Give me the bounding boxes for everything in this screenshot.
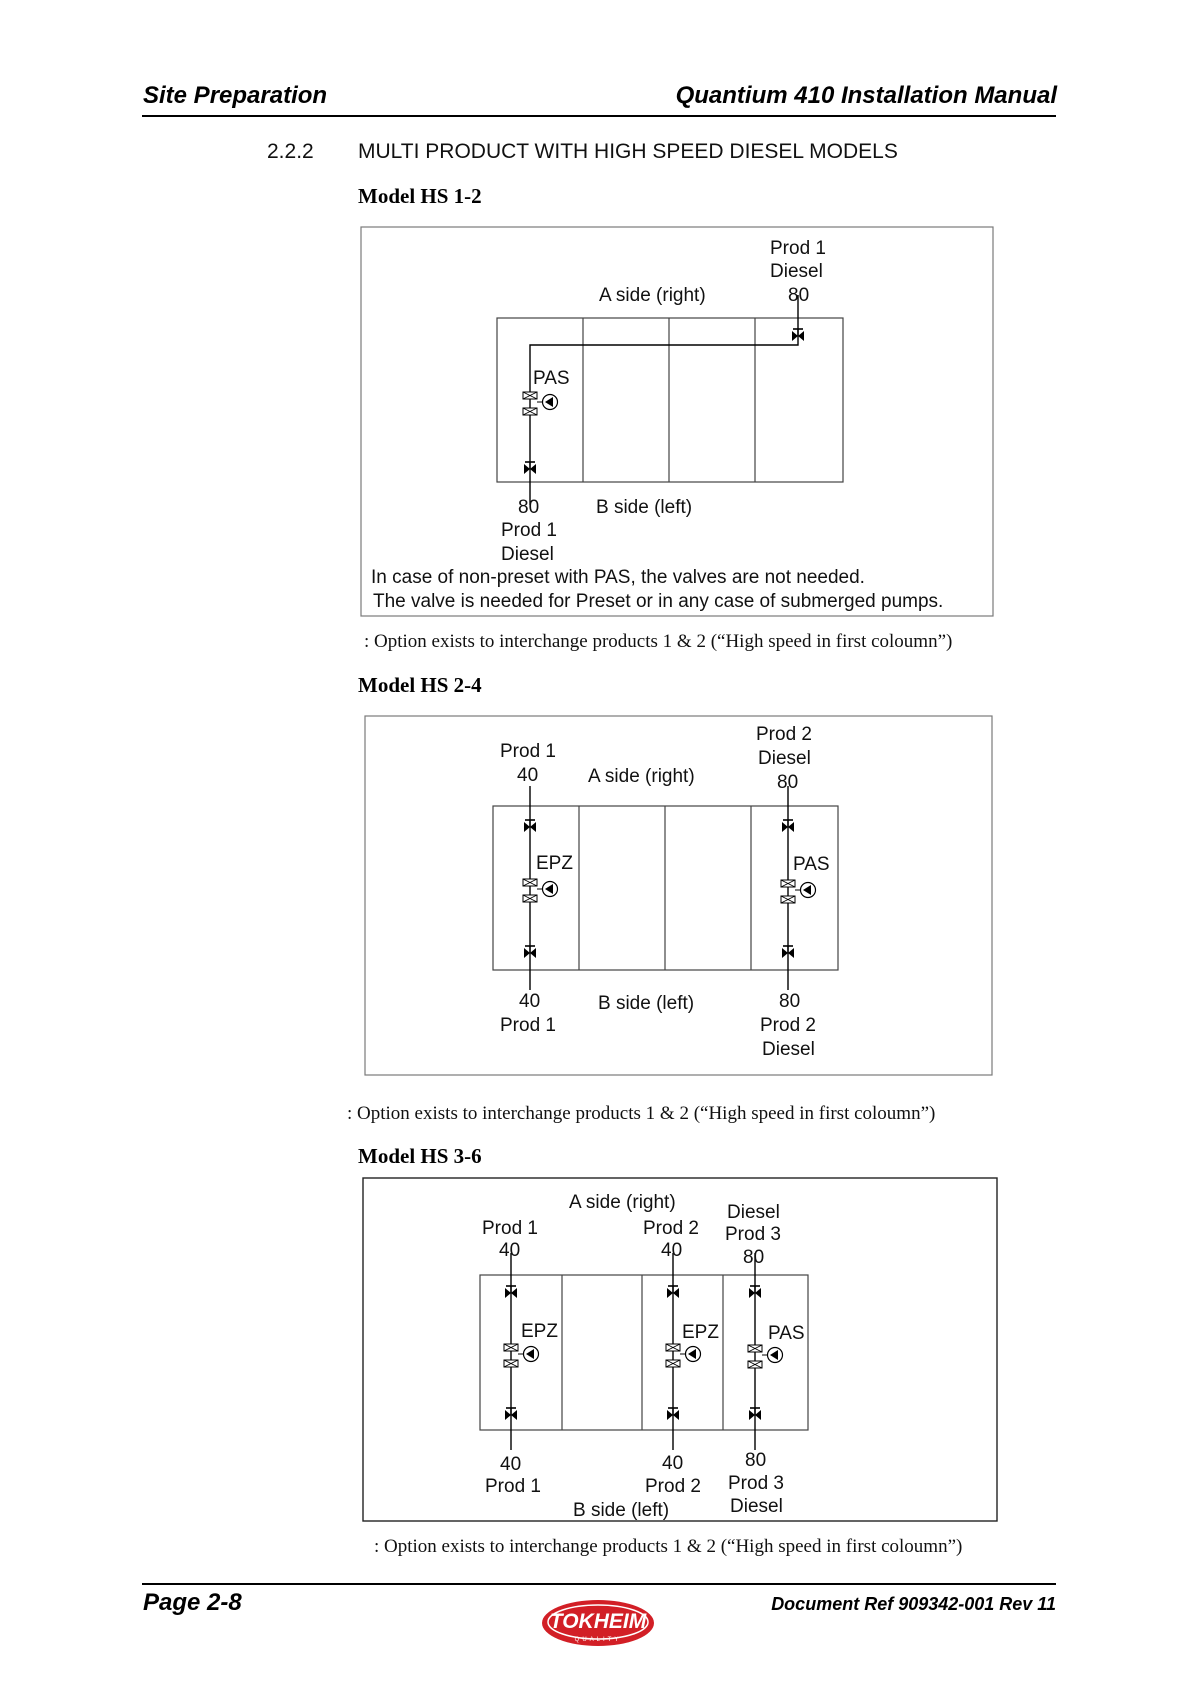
label-top-right-prod: Prod 2 — [756, 724, 812, 745]
label-top-p1-prod: Prod 1 — [482, 1218, 538, 1239]
label-bottom-p3-prod: Prod 3 — [728, 1473, 784, 1494]
label-a-side: A side (right) — [588, 766, 695, 787]
model-title-hs-2-4: Model HS 2-4 — [358, 673, 482, 697]
document-ref: Document Ref 909342-001 Rev 11 — [771, 1594, 1056, 1614]
label-top-right-diesel: Diesel — [758, 748, 811, 769]
label-b-side: B side (left) — [573, 1500, 670, 1521]
label-bottom-left-prod: Prod 1 — [500, 1015, 556, 1036]
label-top-p3-prod: Prod 3 — [725, 1224, 781, 1245]
header-left: Site Preparation — [143, 82, 328, 109]
label-top-right-num: 80 — [777, 772, 799, 793]
section-number: 2.2.2 — [267, 140, 314, 163]
note-line-2: The valve is needed for Preset or in any case of submerged pumps. — [373, 591, 944, 612]
label-a-side: A side (right) — [569, 1192, 676, 1213]
label-b-side: B side (left) — [596, 497, 693, 518]
label-bottom-p2-prod: Prod 2 — [645, 1476, 701, 1497]
caption-hs-2-4: : Option exists to interchange products 1 & 2 (“High speed in first coloumn”) — [347, 1103, 936, 1124]
label-top-diesel: Diesel — [770, 261, 823, 282]
logo-sub: QUALITY — [574, 1637, 622, 1643]
section-title: MULTI PRODUCT WITH HIGH SPEED DIESEL MODELS — [358, 140, 898, 163]
label-pas: PAS — [793, 854, 830, 875]
label-top-p3-num: 80 — [743, 1247, 765, 1268]
label-top-p1-num: 40 — [499, 1240, 521, 1261]
label-top-left-num: 40 — [517, 765, 539, 786]
label-a-side: A side (right) — [599, 285, 706, 306]
caption-hs-3-6: : Option exists to interchange products 1 & 2 (“High speed in first coloumn”) — [374, 1536, 963, 1557]
label-top-prod: Prod 1 — [770, 238, 826, 259]
label-top-p2-num: 40 — [661, 1240, 683, 1261]
epz-meter-icon — [666, 1344, 701, 1367]
label-bottom-right-diesel: Diesel — [762, 1039, 815, 1060]
label-top-p3-diesel: Diesel — [727, 1202, 780, 1223]
label-top-num: 80 — [788, 285, 810, 306]
logo-text: TOKHEIM — [549, 1610, 647, 1633]
label-bottom-right-prod: Prod 2 — [760, 1015, 816, 1036]
pas-meter-icon — [748, 1345, 783, 1368]
label-bottom-diesel: Diesel — [501, 544, 554, 565]
label-bottom-right-num: 80 — [779, 991, 801, 1012]
label-epz: EPZ — [536, 853, 573, 874]
label-bottom-prod: Prod 1 — [501, 520, 557, 541]
model-title-hs-3-6: Model HS 3-6 — [358, 1144, 482, 1168]
page-number: Page 2-8 — [143, 1589, 242, 1616]
label-bottom-p1-num: 40 — [500, 1454, 522, 1475]
label-top-left-prod: Prod 1 — [500, 741, 556, 762]
caption-hs-1-2: : Option exists to interchange products 1 & 2 (“High speed in first coloumn”) — [364, 631, 953, 652]
label-pas: PAS — [533, 368, 570, 389]
label-b-side: B side (left) — [598, 993, 695, 1014]
label-bottom-p3-diesel: Diesel — [730, 1496, 783, 1517]
label-top-p2-prod: Prod 2 — [643, 1218, 699, 1239]
footer-rule — [142, 1583, 1056, 1585]
note-line-1: In case of non-preset with PAS, the valves are not needed. — [371, 567, 865, 588]
label-bottom-p2-num: 40 — [662, 1453, 684, 1474]
epz-meter-icon — [504, 1344, 539, 1367]
label-bottom-p3-num: 80 — [745, 1450, 767, 1471]
label-epz-2: EPZ — [682, 1322, 719, 1343]
tokheim-logo — [540, 1598, 656, 1648]
label-bottom-num: 80 — [518, 497, 540, 518]
model-title-hs-1-2: Model HS 1-2 — [358, 184, 482, 208]
label-pas: PAS — [768, 1323, 805, 1344]
label-bottom-left-num: 40 — [519, 991, 541, 1012]
label-bottom-p1-prod: Prod 1 — [485, 1476, 541, 1497]
label-epz-1: EPZ — [521, 1321, 558, 1342]
header-right: Quantium 410 Installation Manual — [675, 82, 1057, 109]
